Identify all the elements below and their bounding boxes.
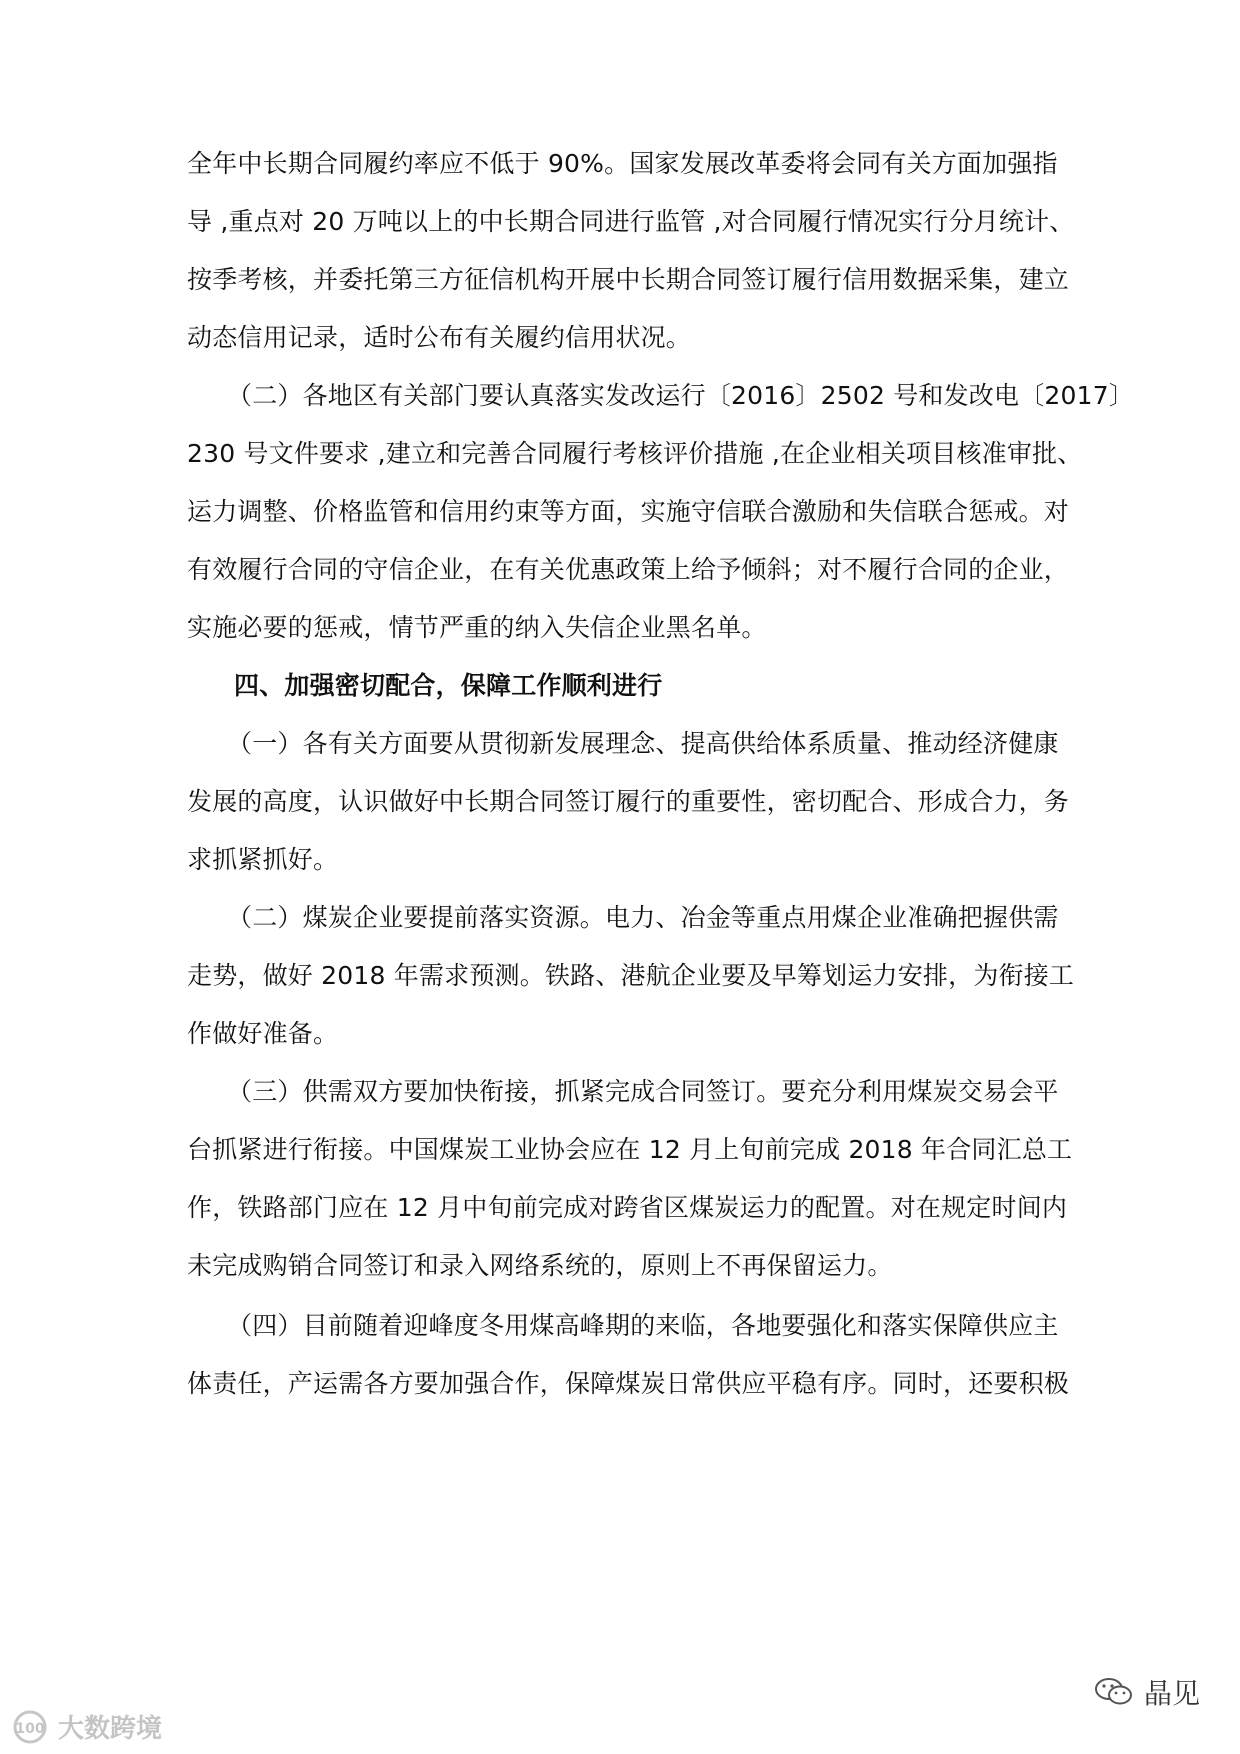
brand-logo-text: 100 xyxy=(15,1720,45,1737)
watermark-logo xyxy=(8,1708,162,1745)
text-line-11: （一）各有关方面要从贯彻新发展理念、提高供给体系质量、推动经济健康 xyxy=(227,729,1059,758)
wechat-icon xyxy=(1094,1676,1134,1708)
watermark-left-text: 大数跨境 xyxy=(58,1714,163,1744)
text-line-9: 实施必要的惩戒，情节严重的纳入失信企业黑名单。 xyxy=(187,613,767,642)
text-line-20: 未完成购销合同签订和录入网络系统的，原则上不再保留运力。 xyxy=(187,1251,893,1280)
text-line-5: （二）各地区有关部门要认真落实发改运行〔2016〕2502 号和发改电〔2017〕 xyxy=(227,381,1135,410)
text-line-8: 有效履行合同的守信企业，在有关优惠政策上给予倾斜；对不履行合同的企业， xyxy=(187,555,1070,584)
text-line-17: （三）供需双方要加快衔接，抓紧完成合同签订。要充分利用煤炭交易会平 xyxy=(227,1077,1059,1106)
watermark-account xyxy=(1094,1672,1200,1712)
text-line-6: 230 号文件要求 ,建立和完善合同履行考核评价措施 ,在企业相关项目核准审批、 xyxy=(187,439,1083,468)
text-line-1: 全年中长期合同履约率应不低于 90%。国家发展改革委将会同有关方面加强指 xyxy=(187,149,1058,178)
text-line-2: 导 ,重点对 20 万吨以上的中长期合同进行监管 ,对合同履行情况实行分月统计、 xyxy=(187,207,1075,236)
text-line-21: （四）目前随着迎峰度冬用煤高峰期的来临，各地要强化和落实保障供应主 xyxy=(227,1311,1059,1340)
section-heading: 四、加强密切配合，保障工作顺利进行 xyxy=(234,671,663,700)
watermark-right-text: 晶见 xyxy=(1144,1677,1201,1710)
text-line-16: 作做好准备。 xyxy=(187,1019,339,1048)
text-line-19: 作，铁路部门应在 12 月中旬前完成对跨省区煤炭运力的配置。对在规定时间内 xyxy=(187,1193,1068,1222)
text-line-3: 按季考核，并委托第三方征信机构开展中长期合同签订履行信用数据采集，建立 xyxy=(187,265,1070,294)
brand-logo-icon xyxy=(8,1709,52,1745)
text-line-4: 动态信用记录，适时公布有关履约信用状况。 xyxy=(187,323,692,352)
text-line-22: 体责任，产运需各方要加强合作，保障煤炭日常供应平稳有序。同时，还要积极 xyxy=(187,1369,1070,1398)
text-line-13: 求抓紧抓好。 xyxy=(187,845,339,874)
text-line-18: 台抓紧进行衔接。中国煤炭工业协会应在 12 月上旬前完成 2018 年合同汇总工 xyxy=(187,1135,1073,1164)
text-line-12: 发展的高度，认识做好中长期合同签订履行的重要性，密切配合、形成合力，务 xyxy=(187,787,1070,816)
text-line-7: 运力调整、价格监管和信用约束等方面，实施守信联合激励和失信联合惩戒。对 xyxy=(187,497,1070,526)
text-line-15: 走势，做好 2018 年需求预测。铁路、港航企业要及早筹划运力安排，为衔接工 xyxy=(187,961,1075,990)
text-line-14: （二）煤炭企业要提前落实资源。电力、冶金等重点用煤企业准确把握供需 xyxy=(227,903,1059,932)
